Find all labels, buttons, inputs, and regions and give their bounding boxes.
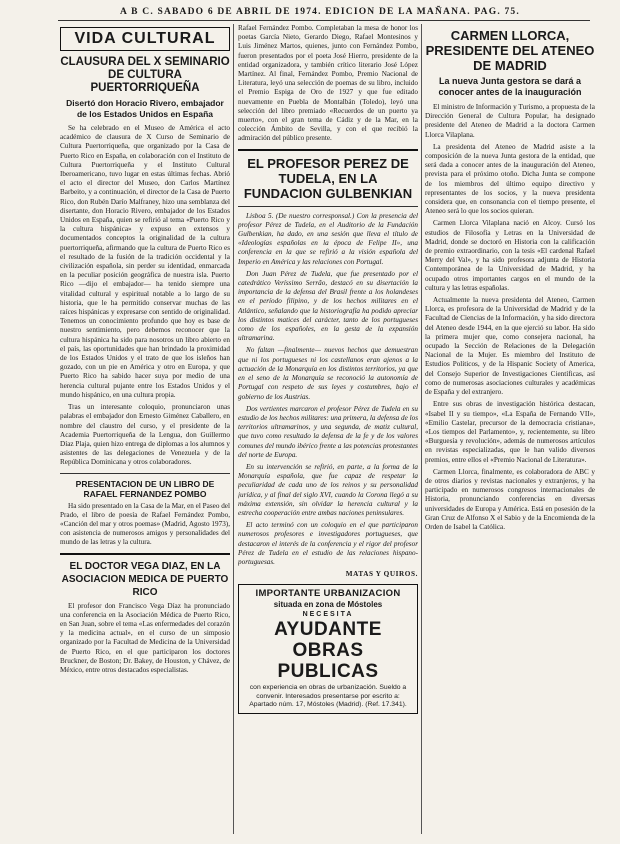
- ad-location: situada en zona de Móstoles: [273, 600, 383, 610]
- article-paragraph: Actualmente la nueva presidenta del Ateneo, Carmen Llorca, es profesora de la Universidad de Madrid y de la Facultad de Ciencias de la Información, y ha sido directora del Ateneo desde 1944, en la que ejerció su labor. Ha sido la primera mujer que, como consejera nacional, ha ocupado la Sección de Relaciones de la Delegación Nacional de la Mujer. Es miembro del Instituto de Estudios Políticos, y de la Hispanic Society of America, del Consejo Superior de Investigaciones Científicas, así como de numerosas asociaciones culturales y académicas de España y del extranjero.: [425, 296, 595, 397]
- article-paragraph: Entre sus obras de investigación histórica destacan, «Isabel II y su tiempo», «La España de Fernando VII», «Emilio Castelar, precursor de la democracia cristiana», «Los tiempos del Parlamento», y, recientemente, su libro «Burguesía y revolución», además de numerosos artículos en revistas especializadas, que le han valido diversos premios, entre ellos el «Premio Nacional de Literatura».: [425, 400, 595, 464]
- article-headline: CLAUSURA DEL X SEMINARIO DE CULTURA PUERTORRIQUEÑA: [60, 56, 230, 94]
- article-separator: [238, 149, 418, 151]
- article-signoff: MATAS Y QUIROS.: [345, 570, 418, 579]
- article-paragraph: Carmen Llorca Vilaplana nació en Alcoy. Cursó los estudios de Filosofía y Letras en la Universidad de Madrid, donde se doctoró en Historia con la calificación de premio extraordinario, con la tesis «El cardenal Rafael Merry del Val», y ha sido profesora adjunta de Historia Contemporánea de la Universidad de Madrid, y ha ocupado otros importantes cargos en el mundo de la cultura y las letras españolas.: [425, 219, 595, 292]
- article-paragraph: No faltan —finalmente— nuevos hechos que demuestran que ni los portugueses ni los castellanos eran ajenos a la actuación de la Monarquía en los distintos territorios, ya que en el seno de la Monarquía se reconoció la autonomía de Portugal con respeto de sus leyes y costumbres, bajo el gobierno de los Austrias.: [238, 346, 418, 401]
- article-paragraph: Dos vertientes marcaron el profesor Pérez de Tudela en su estudio de los hechos militares: una primera, la defensa de los territorios ultramarinos, y una segunda, de matiz cultural, que tuvo como resultado la defensa de la fe y de los valores comunes del mundo ibérico frente a las potencias protestantes del norte de Europa.: [238, 404, 418, 459]
- article-headline: EL DOCTOR VEGA DIAZ, EN LA ASOCIACION MEDICA DE PUERTO RICO: [61, 560, 229, 598]
- article-paragraph: Ha sido presentado en la Casa de la Mar, en el Paseo del Prado, el libro de poesía de Rafael Fernández Pombo, «Canción del mar y otros poemas» (Madrid, Agosto 1973), con asistencia de numerosos amigos y personalidades del mundo de las letras y la cultura.: [60, 501, 230, 547]
- article-subheadline: Disertó don Horacio Rivero, embajador de los Estados Unidos en España: [66, 98, 224, 119]
- classified-ad: [238, 584, 418, 714]
- article-separator: [60, 553, 230, 555]
- section-title-box: [60, 27, 230, 51]
- article-paragraph: Lisboa 5. (De nuestro corresponsal.) Con la presencia del profesor Pérez de Tudela, en el Auditorio de la Fundación Gulbenkian, ha dado, en una sesión que lleva el título de «Ideologías españolas en la época de Felipe II», una conferencia en la que se refirió a la visión española del Imperio en América y las relaciones con Portugal.: [238, 211, 418, 266]
- article-paragraph: Tras un interesante coloquio, pronunciaron unas palabras el embajador don Ernesto Giménez Caballero, en nombre del claustro del curso, y el presidente de la Academia Puertorriqueña de la Lengua, don Guillermo Díaz Plaja, quien hizo entrega de diplomas a los alumnos y asistentes de las delegaciones de Venezuela y de la República Dominicana y otros colaboradores.: [60, 403, 230, 467]
- article-paragraph: Carmen Llorca, finalmente, es colaboradora de ABC y de otros diarios y revistas nacionales y extranjeros, y ha participado en numerosos congresos internacionales de Historia, pronunciando conferencias en diversas universidades de Europa y América. Está en posesión de la Gran Cruz de Alfonso X el Sabio y de la Encomienda de la Orden de Isabel la Católica.: [425, 467, 595, 531]
- ad-headline: IMPORTANTE URBANIZACION: [255, 588, 401, 600]
- article-paragraph: El profesor don Francisco Vega Díaz ha pronunciado una conferencia en la Asociación Médica de Puerto Rico, en San Juan, sobre el tema «Las enfermedades del corazón y la medicina actual», en el curso de un simposio organizado por la Facultad de Medicina de la Universidad de Puerto Rico, en el que participaron los doctores Bruckner, de Boston; Dr. Bakey, de Houston, y Chávez, de México, entre otros destacados especialistas.: [60, 601, 230, 674]
- article-separator: [60, 473, 230, 474]
- article-subheadline: La nueva Junta gestora se dará a conocer antes de la inauguración: [438, 76, 582, 97]
- page-header: A B C. SABADO 6 DE ABRIL DE 1974. EDICION DE LA MAÑANA. PAG. 75.: [120, 7, 520, 17]
- article-headline: PRESENTACION DE UN LIBRO DE RAFAEL FERNANDEZ POMBO: [75, 478, 215, 499]
- ad-position: AYUDANTE OBRAS PUBLICAS: [274, 619, 382, 683]
- article-paragraph: Don Juan Pérez de Tudela, que fue presentado por el catedrático Veríssimo Serrão, destacó en su disertación la importancia de la defensa del Brasil frente a los holandeses en el período filipino, y de los hechos militares en el Atlántico, señalando que la historiografía ha podido apreciar los distintos matices del carácter, tanto de los portugueses como de los españoles, en la gesta de la expansión ultramarina.: [238, 269, 418, 343]
- header-rule: [58, 20, 590, 21]
- column-2: [238, 24, 418, 836]
- ad-details: con experiencia en obras de urbanización. Sueldo a convenir. Interesados presentarse por escrito a: Apartado núm. 17, Móstoles (Madrid). (Ref. 17.341).: [249, 684, 407, 709]
- ad-needs: NECESITA: [302, 611, 354, 619]
- article-paragraph: El acto terminó con un coloquio en el que participaron numerosos profesores e investigadores portugueses, que destacaron el interés de la conferencia y el rigor del profesor Pérez de Tudela en el estudio de las relaciones hispano-portuguesas.: [238, 521, 418, 566]
- article-separator: [238, 206, 418, 207]
- column-divider: [233, 24, 234, 834]
- column-3: [425, 24, 595, 836]
- article-headline: EL PROFESOR PEREZ DE TUDELA, EN LA FUNDACION GULBENKIAN: [243, 155, 413, 201]
- article-paragraph: En su intervención se refirió, en parte, a la forma de la Monarquía española, que fue capaz de respetar la peculiaridad de cada uno de los reinos y su personalidad jurídica, y al final del siglo XVI, cuando la Corona llegó a su máxima extensión, sin olvidar la herencia cultural y la estrecha cooperación entre ambas naciones peninsulares.: [238, 462, 418, 517]
- column-divider: [421, 24, 422, 834]
- article-paragraph: El ministro de Información y Turismo, a propuesta de la Dirección General de Cultura Popular, ha designado presidente del Ateneo de Madrid a la doctora Carmen Llorca Vilaplana.: [425, 103, 595, 139]
- article-paragraph: La presidenta del Ateneo de Madrid asiste a la composición de la nueva Junta gestora de la entidad, que será dada a conocer antes de la inauguración del Ateneo, prevista para el próximo otoño. Dicha Junta se compone de los miembros del último equipo directivo y representantes de los socios, y la nueva presidenta considera que, en consonancia con el tiempo presente, el Ateneo será lo que los socios quieran.: [425, 142, 595, 216]
- article-paragraph: Rafael Fernández Pombo. Completaban la mesa de honor los poetas García Nieto, Gerardo Diego, Rafael Montesinos y Luis Jiménez Martos, quienes, junto con Fernández Pombo, fueron presentados por el poeta José Hierro, presidente de la entidad organizadora, y también crítico literario José López Martínez. Al final, Fernández Pombo, Premio Nacional de Literatura, leyó una selección de poemas de su libro, incluido el Premio Espiga de Oro de 1927 y que fue editado nuevamente en Puebla de Montalbán (Toledo), leyó una selección del libro premiado «Recuerdos de un puerto ya muerto», con el gran tema de Cádiz y de la Mar, en la colección Ámbito de Sevilla, y con el que recibió la admiración del público presente.: [238, 24, 418, 143]
- article-paragraph: Se ha celebrado en el Museo de América el acto académico de clausura de X Curso de Seminario de Cultura Puertorriqueña, que organizado por la Casa de Puerto Rico en España, en colaboración con el Instituto de Cultura Puertorriqueña y el Instituto Cultural Iberoamericano, tuvo lugar en estas últimas fechas. Abrió el acto el director del Museo, don Carlos Martínez Barbeito, y a continuación, el director de la Casa de Puerto Rico, don Rubén Darío Malfraney, hizo una semblanza del disertante, don Horacio Rivero, embajador de los Estados Unidos en España, quien se refirió al tema «Puerto Rico y la cultura hispánica» y expuso en extensos y documentados conceptos la originalidad de la cultura puertorriqueña, afirmando que la cultura de Puerto Rico es el resultado de la fusión de la tradición occidental y la civilización española, sin perder su identidad, enmarcada en la peculiar posición geográfica de nuestra isla. Puerto Rico —dijo el embajador— ha tenido siempre una vitalidad cultural y espiritual notable a lo largo de su historia, que le ha permitido conservar muchas de las raíces hispánicas y expresarse con sentido de originalidad. Tenemos un conocimiento profundo que hoy es base de nuestro sentimiento, pero debemos reconocer que la cultura hispánica ha sido para nosotros un libro abierto en el país, las oportunidades que han brindado la proximidad de los Estados Unidos y el trato de que los isleños han gozado, con un pie en América y otro en Europa, y que Puerto Rico ha sabido hacer suya por medio de una herencia cultural pujante entre los Estados Unidos y el mundo hispánico, en una cultura propia.: [60, 124, 230, 399]
- section-title: VIDA CULTURAL: [74, 30, 216, 47]
- column-1: [60, 24, 230, 836]
- article-headline: CARMEN LLORCA, PRESIDENTE DEL ATENEO DE MADRID: [425, 28, 595, 73]
